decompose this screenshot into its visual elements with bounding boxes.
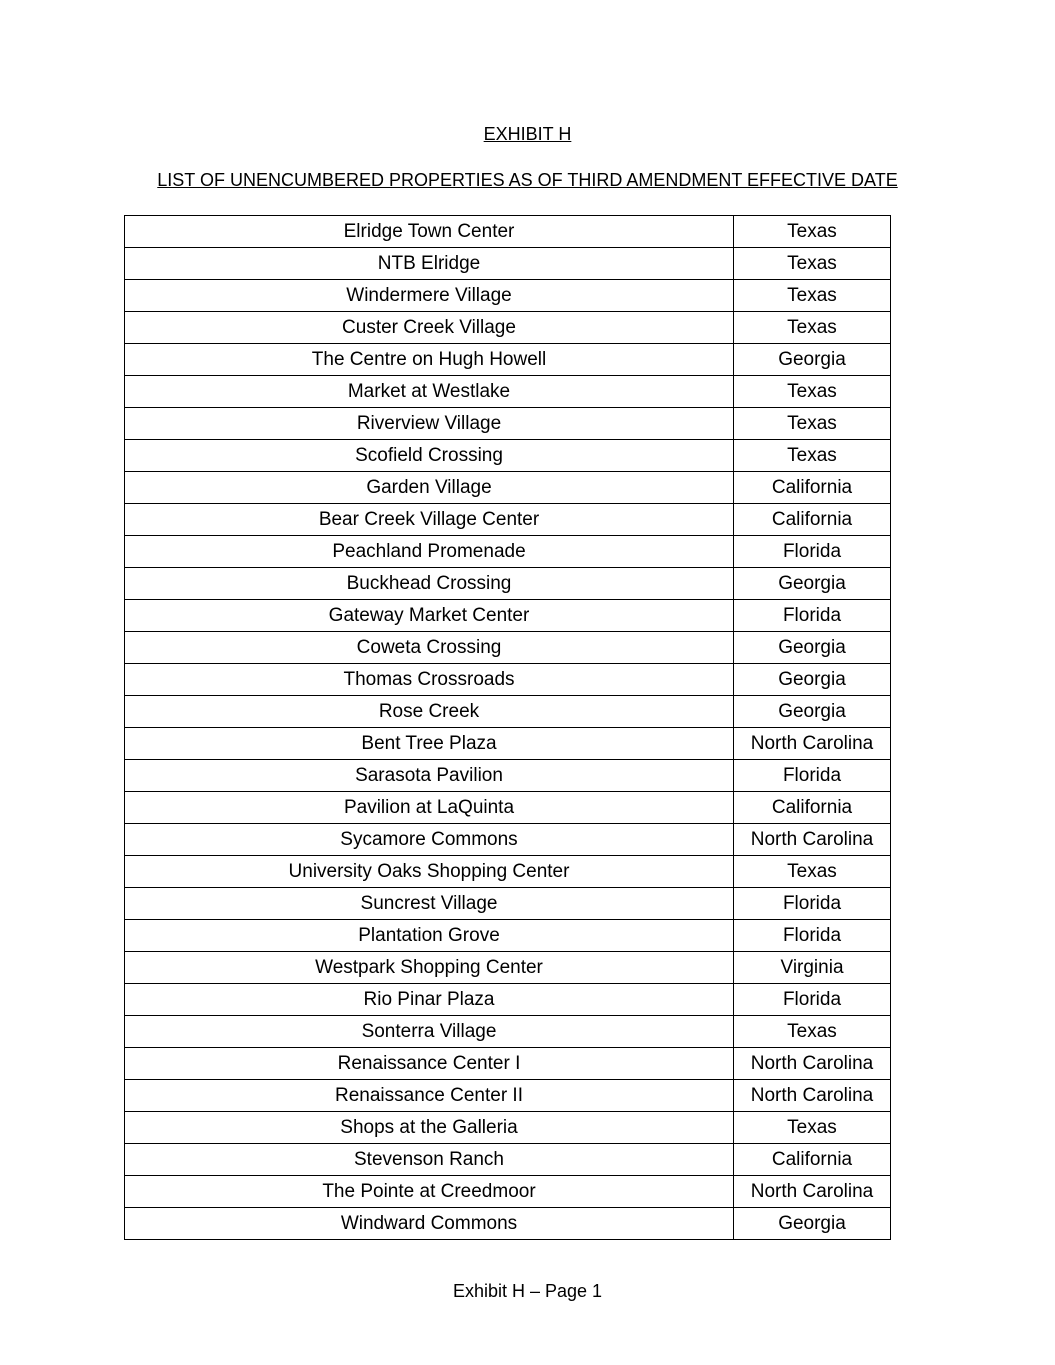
property-name-cell: Westpark Shopping Center bbox=[125, 952, 734, 984]
property-state-cell: California bbox=[734, 504, 891, 536]
property-name-cell: University Oaks Shopping Center bbox=[125, 856, 734, 888]
property-name-cell: Windermere Village bbox=[125, 280, 734, 312]
table-row bbox=[125, 472, 891, 504]
property-state-cell: California bbox=[734, 792, 891, 824]
property-name-cell: Thomas Crossroads bbox=[125, 664, 734, 696]
property-name-cell: The Centre on Hugh Howell bbox=[125, 344, 734, 376]
exhibit-subtitle: LIST OF UNENCUMBERED PROPERTIES AS OF THIRD AMENDMENT EFFECTIVE DATE bbox=[157, 170, 898, 190]
property-name-cell: Scofield Crossing bbox=[125, 440, 734, 472]
exhibit-title: EXHIBIT H bbox=[483, 124, 572, 144]
property-state-cell: California bbox=[734, 472, 891, 504]
property-name-cell: Peachland Promenade bbox=[125, 536, 734, 568]
table-row bbox=[125, 664, 891, 696]
table-row bbox=[125, 1176, 891, 1208]
table-row bbox=[125, 696, 891, 728]
property-name-cell: Rose Creek bbox=[125, 696, 734, 728]
property-state-cell: Texas bbox=[734, 1112, 891, 1144]
property-name-cell: Stevenson Ranch bbox=[125, 1144, 734, 1176]
property-state-cell: Georgia bbox=[734, 664, 891, 696]
property-state-cell: Texas bbox=[734, 856, 891, 888]
property-name-cell: Plantation Grove bbox=[125, 920, 734, 952]
table-row bbox=[125, 856, 891, 888]
property-state-cell: North Carolina bbox=[734, 824, 891, 856]
table-row bbox=[125, 760, 891, 792]
property-state-cell: Texas bbox=[734, 408, 891, 440]
property-state-cell: North Carolina bbox=[734, 728, 891, 760]
property-state-cell: Virginia bbox=[734, 952, 891, 984]
property-name-cell: NTB Elridge bbox=[125, 248, 734, 280]
property-name-cell: Renaissance Center II bbox=[125, 1080, 734, 1112]
property-state-cell: Texas bbox=[734, 312, 891, 344]
property-state-cell: Texas bbox=[734, 1016, 891, 1048]
table-row bbox=[125, 248, 891, 280]
property-name-cell: Shops at the Galleria bbox=[125, 1112, 734, 1144]
property-name-cell: Bent Tree Plaza bbox=[125, 728, 734, 760]
property-state-cell: Texas bbox=[734, 248, 891, 280]
property-state-cell: Georgia bbox=[734, 1208, 891, 1240]
table-row bbox=[125, 344, 891, 376]
table-row bbox=[125, 984, 891, 1016]
table-row bbox=[125, 1016, 891, 1048]
property-name-cell: Bear Creek Village Center bbox=[125, 504, 734, 536]
property-state-cell: North Carolina bbox=[734, 1176, 891, 1208]
property-state-cell: Georgia bbox=[734, 344, 891, 376]
page-footer: Exhibit H – Page 1 bbox=[452, 1281, 603, 1301]
property-state-cell: Florida bbox=[734, 600, 891, 632]
property-name-cell: Renaissance Center I bbox=[125, 1048, 734, 1080]
table-row bbox=[125, 824, 891, 856]
table-row bbox=[125, 888, 891, 920]
property-name-cell: The Pointe at Creedmoor bbox=[125, 1176, 734, 1208]
table-row bbox=[125, 792, 891, 824]
table-row bbox=[125, 280, 891, 312]
property-state-cell: North Carolina bbox=[734, 1048, 891, 1080]
property-state-cell: Florida bbox=[734, 760, 891, 792]
table-row bbox=[125, 1080, 891, 1112]
property-name-cell: Garden Village bbox=[125, 472, 734, 504]
table-row bbox=[125, 376, 891, 408]
property-state-cell: Georgia bbox=[734, 696, 891, 728]
property-name-cell: Coweta Crossing bbox=[125, 632, 734, 664]
property-name-cell: Market at Westlake bbox=[125, 376, 734, 408]
table-row bbox=[125, 408, 891, 440]
property-name-cell: Windward Commons bbox=[125, 1208, 734, 1240]
property-state-cell: Florida bbox=[734, 920, 891, 952]
property-state-cell: Georgia bbox=[734, 632, 891, 664]
property-name-cell: Suncrest Village bbox=[125, 888, 734, 920]
property-name-cell: Pavilion at LaQuinta bbox=[125, 792, 734, 824]
property-state-cell: California bbox=[734, 1144, 891, 1176]
property-name-cell: Sycamore Commons bbox=[125, 824, 734, 856]
property-state-cell: Texas bbox=[734, 216, 891, 248]
property-state-cell: Texas bbox=[734, 440, 891, 472]
table-row bbox=[125, 632, 891, 664]
property-state-cell: Georgia bbox=[734, 568, 891, 600]
property-name-cell: Sonterra Village bbox=[125, 1016, 734, 1048]
property-state-cell: Florida bbox=[734, 984, 891, 1016]
property-name-cell: Riverview Village bbox=[125, 408, 734, 440]
properties-table-body bbox=[125, 216, 891, 1240]
property-state-cell: Florida bbox=[734, 536, 891, 568]
table-row bbox=[125, 600, 891, 632]
property-name-cell: Elridge Town Center bbox=[125, 216, 734, 248]
table-row bbox=[125, 728, 891, 760]
table-row bbox=[125, 312, 891, 344]
table-row bbox=[125, 440, 891, 472]
property-name-cell: Gateway Market Center bbox=[125, 600, 734, 632]
property-name-cell: Sarasota Pavilion bbox=[125, 760, 734, 792]
property-state-cell: Texas bbox=[734, 376, 891, 408]
property-state-cell: North Carolina bbox=[734, 1080, 891, 1112]
table-row bbox=[125, 1048, 891, 1080]
property-name-cell: Rio Pinar Plaza bbox=[125, 984, 734, 1016]
table-row bbox=[125, 1208, 891, 1240]
table-row bbox=[125, 568, 891, 600]
table-row bbox=[125, 504, 891, 536]
table-row bbox=[125, 920, 891, 952]
property-name-cell: Buckhead Crossing bbox=[125, 568, 734, 600]
property-state-cell: Texas bbox=[734, 280, 891, 312]
properties-table bbox=[124, 215, 891, 1240]
table-row bbox=[125, 1112, 891, 1144]
property-state-cell: Florida bbox=[734, 888, 891, 920]
property-name-cell: Custer Creek Village bbox=[125, 312, 734, 344]
table-row bbox=[125, 216, 891, 248]
table-row bbox=[125, 1144, 891, 1176]
table-row bbox=[125, 536, 891, 568]
table-row bbox=[125, 952, 891, 984]
